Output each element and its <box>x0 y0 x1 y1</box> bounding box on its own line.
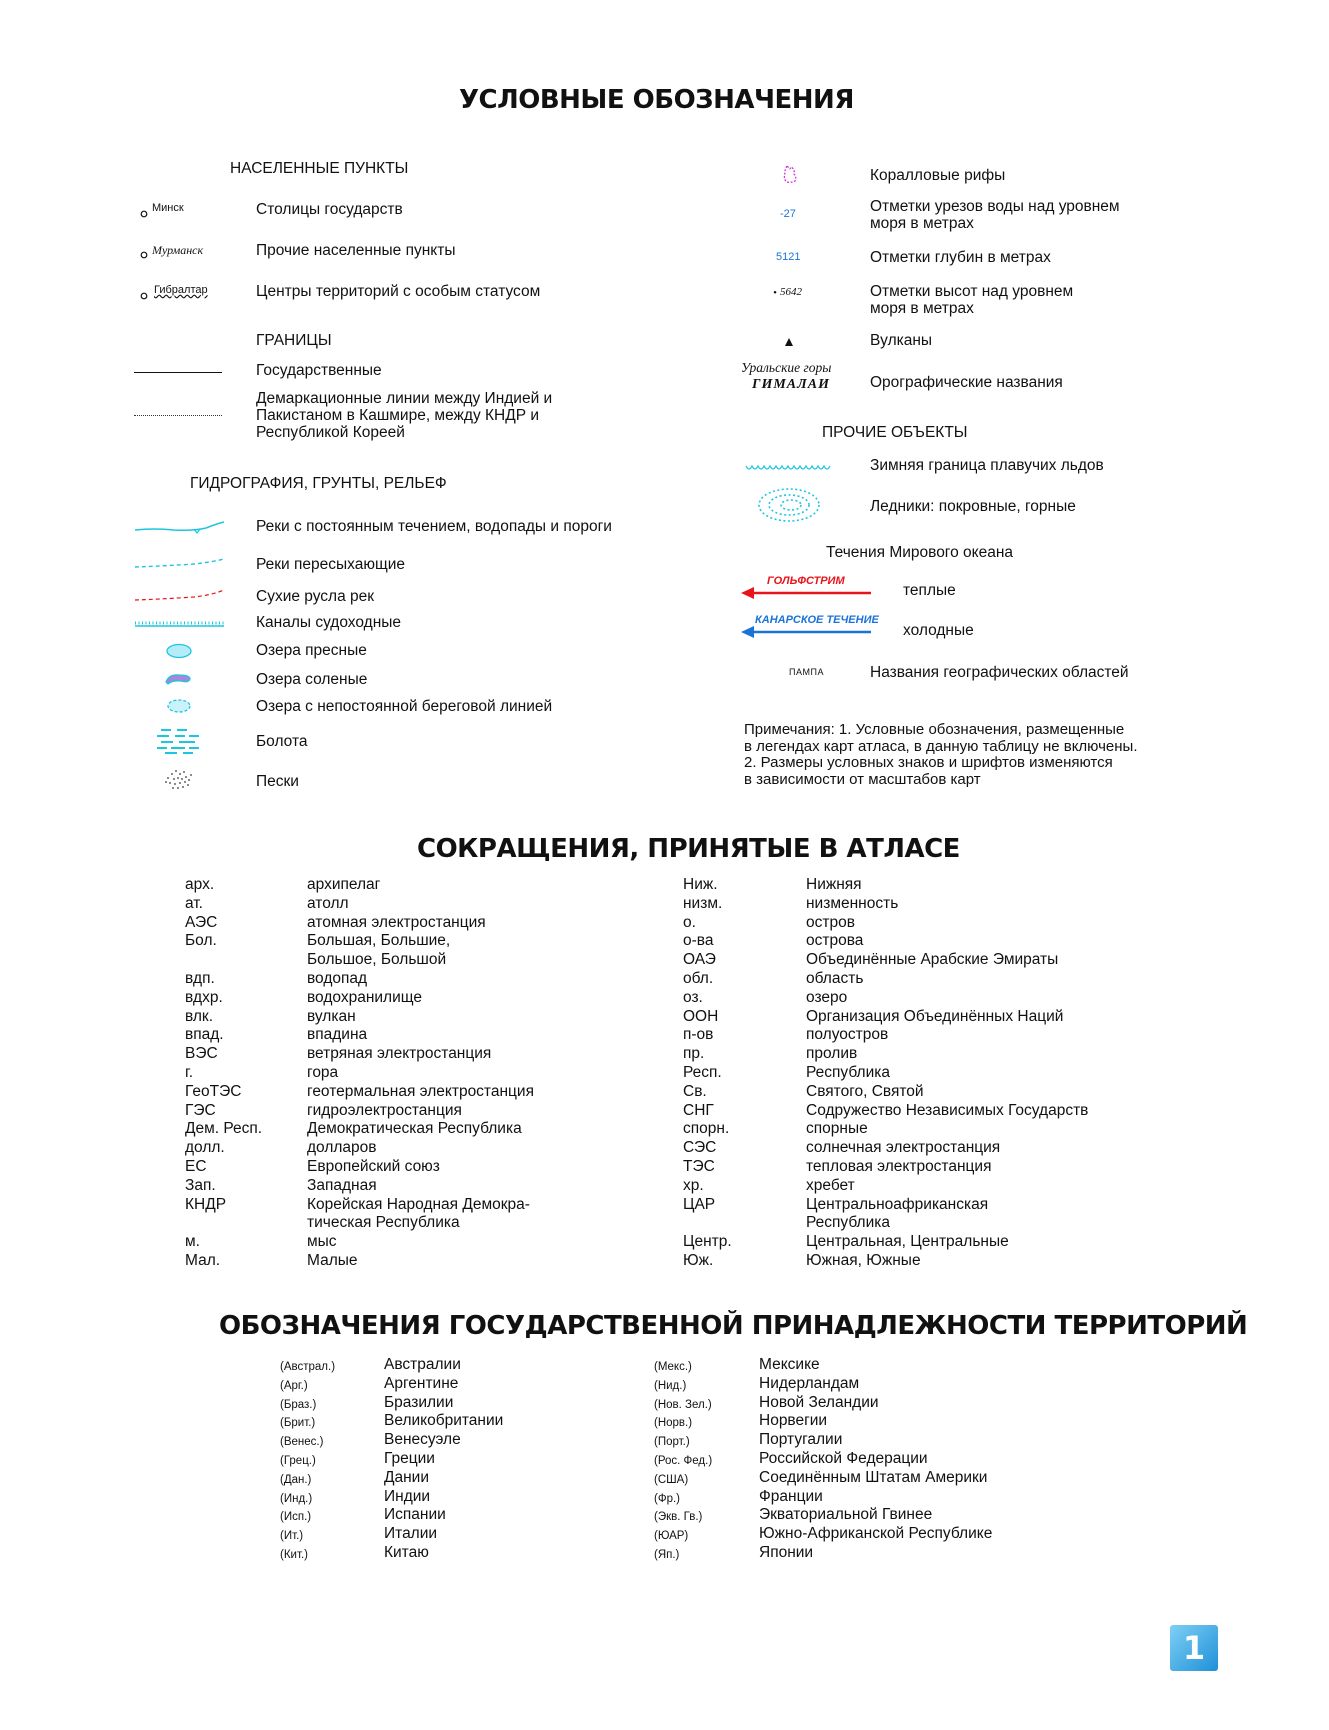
ownership-country: Великобритании <box>384 1412 504 1430</box>
abbr-meaning: гидроэлектростанция <box>307 1101 462 1119</box>
abbr-item: Бол. <box>185 932 217 950</box>
ownership-country: Аргентине <box>384 1374 459 1392</box>
abbr-meaning: Республика <box>806 1214 890 1232</box>
special-label: Центры территорий с особым статусом <box>256 283 541 300</box>
settlements-heading: НАСЕЛЕННЫЕ ПУНКТЫ <box>230 160 409 177</box>
abbr-item: г. <box>185 1063 194 1081</box>
abbr-item: о. <box>683 913 696 931</box>
demarcation-line <box>134 415 222 416</box>
abbr-meaning: геотермальная электростанция <box>307 1082 534 1100</box>
abbr-item: ТЭС <box>683 1157 715 1175</box>
ownership-abbr: (Экв. Гв.) <box>654 1511 703 1524</box>
abbr-item: ат. <box>185 894 203 912</box>
abbr-meaning: Большая, Большие, <box>307 932 451 950</box>
depth-label: Отметки глубин в метрах <box>870 249 1051 266</box>
abbr-item: впад. <box>185 1026 224 1044</box>
abbr-meaning: Европейский союз <box>307 1157 440 1175</box>
abbr-item: ВЭС <box>185 1045 218 1063</box>
orographic-sample-2: ГИМАЛАИ <box>752 377 830 392</box>
coral-label: Коралловые рифы <box>870 167 1006 184</box>
abbr-item: Ниж. <box>683 876 718 893</box>
ownership-abbr: (Яп.) <box>654 1548 680 1561</box>
abbr-item: спорн. <box>683 1120 730 1138</box>
ownership-country: Мексике <box>759 1356 820 1373</box>
abbr-meaning: полуостров <box>806 1026 889 1044</box>
ownership-abbr: (Рос. Фед.) <box>654 1454 713 1467</box>
abbr-meaning: водопад <box>307 969 368 987</box>
ownership-abbr: (Норв.) <box>654 1417 693 1430</box>
abbr-item: вдхр. <box>185 988 223 1006</box>
height-label: Отметки высот над уровнем моря в метрах <box>870 283 1074 317</box>
page-title: УСЛОВНЫЕ ОБОЗНАЧЕНИЯ <box>459 85 854 115</box>
ownership-right-abbr-column <box>654 1358 712 1565</box>
abbr-meaning: атомная электростанция <box>307 913 486 931</box>
abbr-item: Респ. <box>683 1063 722 1081</box>
abbr-meaning: Западная <box>307 1176 377 1194</box>
warm-current-arrow-icon <box>740 585 872 606</box>
state-border-label: Государственные <box>256 362 382 379</box>
ownership-country: Норвегии <box>759 1412 828 1430</box>
abbr-meaning: атолл <box>307 894 349 912</box>
abbr-item: ГЭС <box>185 1101 216 1119</box>
cold-current-sample: КАНАРСКОЕ ТЕЧЕНИЕ <box>755 614 879 626</box>
ownership-country: Дании <box>384 1468 429 1486</box>
abbr-item: Мал. <box>185 1251 221 1269</box>
ownership-abbr: (Инд.) <box>280 1492 313 1505</box>
abbr-item: Центр. <box>683 1233 732 1251</box>
abbr-meaning: тическая Республика <box>307 1214 460 1232</box>
borders-heading: ГРАНИЦЫ <box>256 332 332 349</box>
abbr-meaning: Демократическая Республика <box>307 1120 522 1138</box>
abbr-left-abbr-column <box>185 876 262 1271</box>
abbr-left-full-column <box>307 876 534 1271</box>
capital-label: Столицы государств <box>256 201 403 218</box>
town-circle-icon <box>140 246 148 264</box>
ownership-abbr: (Венес.) <box>280 1436 324 1449</box>
dry-riverbed-icon <box>134 587 226 608</box>
state-border-line <box>134 372 222 373</box>
hydro-label-0: Реки с постоянным течением, водопады и пороги <box>256 518 612 535</box>
currents-heading: Течения Мирового океана <box>826 544 1014 561</box>
abbr-item: долл. <box>185 1139 225 1157</box>
ownership-left-full-column <box>384 1356 503 1563</box>
abbr-item: пр. <box>683 1045 705 1063</box>
note-line: Примечания: 1. Условные обозначения, размещенные <box>744 721 1125 738</box>
town-label: Прочие населенные пункты <box>256 242 456 259</box>
abbr-item: хр. <box>683 1176 704 1194</box>
abbr-title: СОКРАЩЕНИЯ, ПРИНЯТЫЕ В АТЛАСЕ <box>417 834 960 864</box>
abbr-item: Дем. Респ. <box>185 1120 263 1138</box>
abbr-meaning: Нижняя <box>806 876 862 893</box>
canal-icon <box>134 617 226 635</box>
hydro-label-5: Озера соленые <box>256 671 368 688</box>
abbr-item: ЦАР <box>683 1195 716 1213</box>
other-heading: ПРОЧИЕ ОБЪЕКТЫ <box>822 424 968 441</box>
intermittent-river-icon <box>134 556 226 575</box>
cold-current-label: холодные <box>903 622 974 639</box>
hydro-label-1: Реки пересыхающие <box>256 556 406 573</box>
ownership-country: Российской Федерации <box>759 1449 928 1467</box>
ownership-country: Индии <box>384 1487 431 1505</box>
abbr-item: СЭС <box>683 1139 717 1157</box>
ownership-abbr: (Арг.) <box>280 1379 308 1392</box>
volcano-label: Вулканы <box>870 332 933 349</box>
ownership-abbr: (Фр.) <box>654 1492 680 1505</box>
hydro-label-7: Болота <box>256 733 308 750</box>
ownership-country: Экваториальной Гвинее <box>759 1506 933 1524</box>
abbr-meaning: низменность <box>806 894 899 912</box>
abbr-meaning: водохранилище <box>307 988 422 1006</box>
abbr-meaning: острова <box>806 932 864 950</box>
hydro-heading: ГИДРОГРАФИЯ, ГРУНТЫ, РЕЛЬЕФ <box>190 475 447 492</box>
abbr-meaning: долларов <box>307 1139 377 1157</box>
ownership-title: ОБОЗНАЧЕНИЯ ГОСУДАРСТВЕННОЙ ПРИНАДЛЕЖНОСТИ ТЕРРИТОРИЙ <box>219 1311 1248 1341</box>
abbr-item: АЭС <box>185 913 218 931</box>
abbr-meaning: хребет <box>806 1176 855 1194</box>
region-label: Названия географических областей <box>870 664 1129 681</box>
region-sample: ПАМПА <box>789 667 824 677</box>
freshwater-lake-icon <box>165 643 193 664</box>
abbr-item: о-ва <box>683 932 714 950</box>
capital-sample: Минск <box>152 202 184 214</box>
ownership-country: Китаю <box>384 1543 429 1561</box>
ownership-country: Новой Зеландии <box>759 1393 879 1411</box>
height-sample: 5642 <box>780 286 802 298</box>
abbr-meaning: Корейская Народная Демокра- <box>307 1195 530 1213</box>
ownership-abbr: (Австрал.) <box>280 1361 336 1373</box>
ownership-abbr: (Браз.) <box>280 1398 317 1411</box>
abbr-meaning: ветряная электростанция <box>307 1045 492 1063</box>
hydro-label-2: Сухие русла рек <box>256 588 375 605</box>
abbr-meaning: пролив <box>806 1045 858 1063</box>
ownership-abbr: (Кит.) <box>280 1548 308 1561</box>
ownership-country: Австралии <box>384 1356 461 1373</box>
glacier-label: Ледники: покровные, горные <box>870 498 1076 515</box>
abbr-item: СНГ <box>683 1101 714 1119</box>
abbr-item: ГеоТЭС <box>185 1082 242 1100</box>
hydro-label-6: Озера с непостоянной береговой линией <box>256 698 553 715</box>
abbr-meaning: вулкан <box>307 1007 356 1025</box>
abbr-item: Зап. <box>185 1176 216 1194</box>
abbr-meaning: Центральная, Центральные <box>806 1233 1009 1251</box>
ownership-country: Испании <box>384 1506 446 1524</box>
note-line: 2. Размеры условных знаков и шрифтов изменяются <box>744 754 1113 771</box>
abbr-item: оз. <box>683 988 703 1006</box>
swamp-icon <box>155 727 203 760</box>
ownership-country: Греции <box>384 1449 435 1467</box>
abbr-meaning: Республика <box>806 1063 890 1081</box>
abbr-meaning: Малые <box>307 1251 358 1269</box>
depth-sample: 5121 <box>776 251 801 263</box>
ownership-left-abbr-column <box>280 1358 335 1565</box>
glacier-icon <box>755 485 825 530</box>
orographic-sample-1: Уральские горы <box>741 360 832 375</box>
ownership-country: Бразилии <box>384 1393 454 1411</box>
ownership-abbr: (Исп.) <box>280 1511 312 1524</box>
ownership-country: Португалии <box>759 1431 843 1449</box>
height-sample-dot: • <box>773 287 777 299</box>
ice-border-icon <box>745 460 837 478</box>
ownership-abbr: (США) <box>654 1473 689 1486</box>
ownership-country: Нидерландам <box>759 1374 860 1392</box>
abbr-meaning: Организация Объединённых Наций <box>806 1007 1064 1025</box>
abbr-meaning: Содружество Независимых Государств <box>806 1101 1089 1119</box>
page-number-badge: 1 <box>1170 1625 1218 1671</box>
note-line: в зависимости от масштабов карт <box>744 770 981 788</box>
notes <box>744 722 1138 788</box>
ownership-abbr: (Брит.) <box>280 1417 316 1430</box>
cold-current-arrow-icon <box>740 624 872 645</box>
water-level-sample: -27 <box>780 208 796 220</box>
abbr-meaning: Большое, Большой <box>307 951 447 969</box>
abbr-right-abbr-column <box>683 876 732 1271</box>
orographic-label: Орографические названия <box>870 374 1063 391</box>
ownership-right-full-column <box>759 1356 992 1563</box>
ownership-abbr: (ЮАР) <box>654 1530 689 1543</box>
water-level-label: Отметки урезов воды над уровнем моря в метрах <box>870 198 1120 232</box>
abbr-meaning: Святого, Святой <box>806 1082 924 1100</box>
abbr-meaning: область <box>806 969 864 987</box>
special-circle-icon <box>140 287 148 305</box>
ownership-country: Соединённым Штатам Америки <box>759 1468 988 1486</box>
abbr-item: влк. <box>185 1007 214 1025</box>
abbr-right-full-column <box>806 876 1088 1271</box>
ownership-country: Франции <box>759 1487 823 1505</box>
abbr-meaning: архипелаг <box>307 876 381 893</box>
town-sample: Мурманск <box>152 243 204 257</box>
ownership-abbr: (Грец.) <box>280 1454 316 1467</box>
coral-reef-icon <box>780 163 800 190</box>
ownership-abbr: (Мекс.) <box>654 1361 692 1373</box>
abbr-meaning: озеро <box>806 988 848 1006</box>
abbr-meaning: Объединённые Арабские Эмираты <box>806 951 1059 969</box>
special-sample: Гибралтар <box>154 284 208 296</box>
abbr-meaning: солнечная электростанция <box>806 1139 1001 1157</box>
abbr-meaning: тепловая электростанция <box>806 1157 992 1175</box>
abbr-item: вдп. <box>185 969 215 987</box>
intermittent-lake-icon <box>165 698 193 719</box>
warm-current-sample: ГОЛЬФСТРИМ <box>767 575 845 587</box>
ownership-abbr: (Порт.) <box>654 1436 690 1449</box>
abbr-item: обл. <box>683 969 714 987</box>
river-icon <box>134 518 226 541</box>
ownership-country: Италии <box>384 1525 438 1543</box>
ownership-abbr: (Дан.) <box>280 1473 312 1486</box>
warm-current-label: теплые <box>903 582 956 599</box>
abbr-meaning: остров <box>806 913 855 931</box>
abbr-meaning: мыс <box>307 1233 337 1251</box>
sand-icon <box>160 766 196 797</box>
abbr-item: ЕС <box>185 1157 207 1175</box>
volcano-icon <box>784 334 794 352</box>
abbr-item: Юж. <box>683 1251 714 1269</box>
abbr-item <box>185 1214 262 1233</box>
ownership-country: Венесуэле <box>384 1431 461 1449</box>
abbr-item <box>683 1214 732 1233</box>
abbr-item: ОАЭ <box>683 951 716 969</box>
hydro-label-4: Озера пресные <box>256 642 367 659</box>
abbr-item: ООН <box>683 1007 719 1025</box>
abbr-meaning: Центральноафриканская <box>806 1195 989 1213</box>
abbr-item: Св. <box>683 1082 707 1100</box>
abbr-item: п-ов <box>683 1026 714 1044</box>
ownership-abbr: (Нов. Зел.) <box>654 1398 712 1411</box>
capital-circle-icon <box>140 205 148 223</box>
ownership-country: Японии <box>759 1543 814 1561</box>
salt-lake-icon <box>163 671 193 692</box>
abbr-meaning: Южная, Южные <box>806 1251 921 1269</box>
abbr-meaning: спорные <box>806 1120 868 1138</box>
abbr-item: КНДР <box>185 1195 227 1213</box>
abbr-item <box>185 951 262 970</box>
abbr-item: арх. <box>185 876 215 893</box>
abbr-item: м. <box>185 1233 200 1251</box>
ownership-abbr: (Нид.) <box>654 1379 687 1392</box>
hydro-label-8: Пески <box>256 773 299 790</box>
ownership-country: Южно-Африканской Республике <box>759 1525 993 1543</box>
demarcation-label: Демаркационные линии между Индией и Пакистаном в Кашмире, между КНДР и Республикой Кореей <box>256 390 553 441</box>
ownership-abbr: (Ит.) <box>280 1530 304 1543</box>
abbr-meaning: впадина <box>307 1026 368 1044</box>
abbr-item: низм. <box>683 894 723 912</box>
ice-label: Зимняя граница плавучих льдов <box>870 457 1104 474</box>
note-line: в легендах карт атласа, в данную таблицу не включены. <box>744 737 1138 755</box>
abbr-meaning: гора <box>307 1063 339 1081</box>
hydro-label-3: Каналы судоходные <box>256 614 402 631</box>
